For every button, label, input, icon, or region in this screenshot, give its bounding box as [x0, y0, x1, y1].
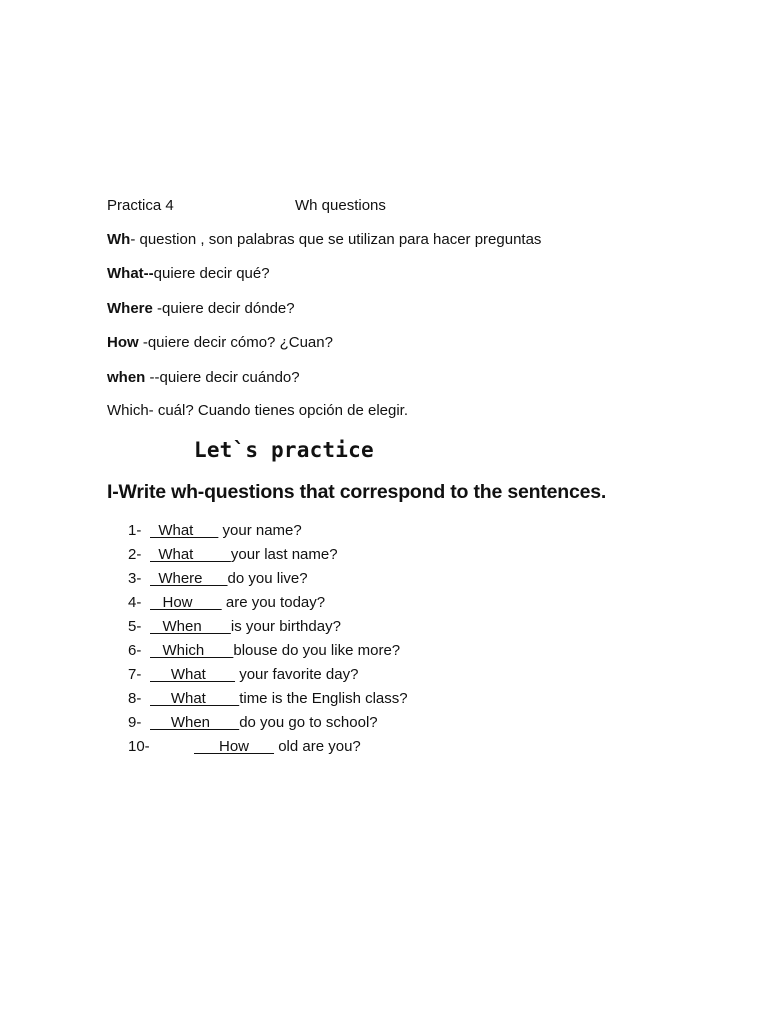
answer-blank: How	[150, 594, 222, 611]
definition-text: -quiere decir dónde?	[152, 300, 295, 317]
answer-blank: What	[150, 690, 240, 707]
definition-term: How	[107, 334, 139, 351]
exercise-number: 7-	[128, 666, 142, 683]
definition-term: Where	[107, 300, 153, 317]
definition-text: quiere decir qué?	[153, 265, 270, 282]
definition-text: Which- cuál? Cuando tienes opción de elegir.	[107, 402, 409, 419]
exercise-instruction: I-Write wh-questions that correspond to the sentences.	[107, 481, 607, 503]
exercise-item	[128, 617, 548, 641]
exercise-number: 2-	[128, 546, 142, 563]
definition-text: --quiere decir cuándo?	[145, 369, 300, 386]
worksheet-title: Wh questions	[295, 197, 386, 214]
exercise-text: your favorite day?	[235, 666, 359, 683]
exercise-item	[128, 713, 548, 737]
practice-heading: Let`s practice	[194, 438, 374, 462]
answer-blank: When	[150, 618, 231, 635]
definition-text: -quiere decir cómo? ¿Cuan?	[138, 334, 333, 351]
exercise-number: 9-	[128, 714, 142, 731]
practice-number: Practica 4	[107, 197, 174, 214]
answer-blank: How	[194, 738, 275, 755]
exercise-item	[128, 689, 548, 713]
exercise-text: your last name?	[230, 546, 338, 563]
exercise-text: time is the English class?	[239, 690, 408, 707]
exercise-number: 8-	[128, 690, 142, 707]
definition-term: Wh	[107, 231, 131, 248]
definition-term: when	[107, 369, 146, 386]
definition-term: What--	[107, 265, 154, 282]
answer-blank: What	[150, 522, 219, 539]
definition-text: - question , son palabras que se utilizan para hacer preguntas	[130, 231, 542, 248]
exercise-number: 6-	[128, 642, 142, 659]
exercise-number: 10-	[128, 738, 150, 755]
answer-blank: Where	[150, 570, 228, 587]
definition-wh	[107, 231, 541, 249]
exercise-text: blouse do you like more?	[233, 642, 401, 659]
exercise-item	[128, 737, 548, 761]
exercise-number: 4-	[128, 594, 142, 611]
answer-blank: When	[150, 714, 240, 731]
exercise-item	[128, 545, 548, 569]
exercise-item	[128, 569, 548, 593]
exercise-number: 3-	[128, 570, 142, 587]
answer-blank: Which	[150, 642, 234, 659]
exercise-text: your name?	[218, 522, 302, 539]
answer-blank: What	[150, 666, 236, 683]
exercise-number: 5-	[128, 618, 142, 635]
exercise-list	[128, 521, 548, 761]
exercise-text: is your birthday?	[230, 618, 341, 635]
exercise-item	[128, 521, 548, 545]
exercise-text: are you today?	[221, 594, 326, 611]
definition-how	[107, 334, 333, 352]
exercise-text: do you live?	[227, 570, 308, 587]
definition-when	[107, 369, 300, 387]
exercise-text: do you go to school?	[239, 714, 378, 731]
exercise-text: old are you?	[274, 738, 361, 755]
exercise-item	[128, 641, 548, 665]
definition-what	[107, 265, 270, 283]
definition-which	[107, 402, 408, 420]
exercise-item	[128, 593, 548, 617]
answer-blank: What	[150, 546, 231, 563]
definition-where	[107, 300, 295, 318]
exercise-number: 1-	[128, 522, 142, 539]
exercise-item	[128, 665, 548, 689]
